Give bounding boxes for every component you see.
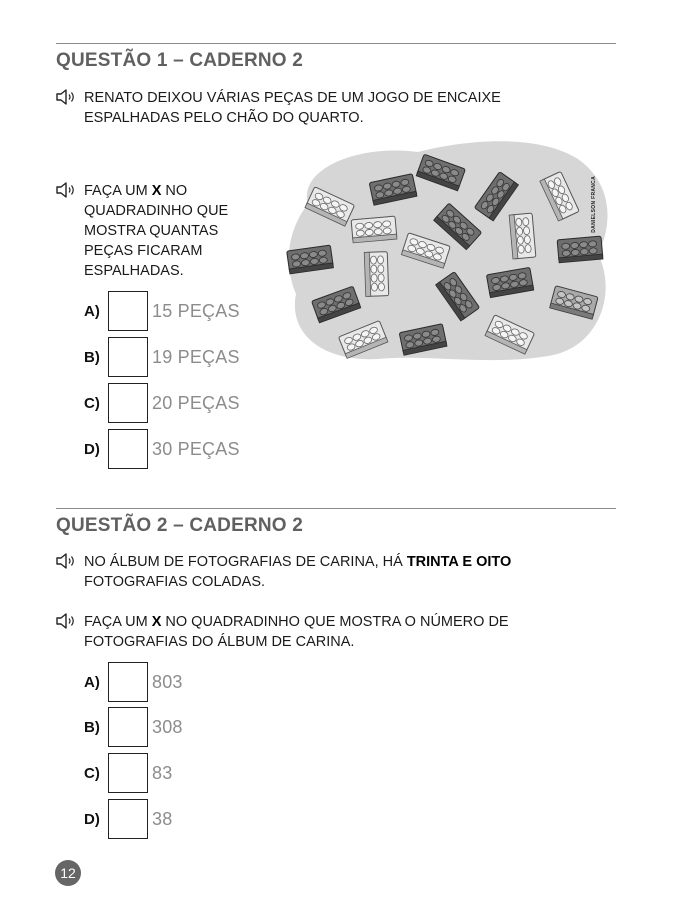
lego-piece [351,216,397,243]
question-2-statement-line [56,552,596,592]
speaker-icon[interactable] [56,553,76,569]
middle-divider [56,508,616,509]
speaker-icon[interactable] [56,89,76,105]
question-1-option-c [84,383,240,423]
answer-checkbox[interactable] [108,753,148,793]
question-1-statement: RENATO DEIXOU VÁRIAS PEÇAS DE UM JOGO DE ENCAIXE ESPALHADAS PELO CHÃO DO QUARTO. [84,90,501,126]
question-2-instruction-line [56,612,596,652]
option-text: 15 PEÇAS [152,300,240,321]
option-text: 30 PEÇAS [152,438,240,459]
question-1-option-a [84,291,240,331]
option-letter: D) [84,810,100,828]
question-2-option-c [84,753,172,793]
answer-checkbox[interactable] [108,337,148,377]
question-1-instruction: FAÇA UM X NO QUADRADINHO QUE MOSTRA QUANTAS PEÇAS FICARAM ESPALHADAS. [84,183,229,279]
image-credit: DANIELSON FRANCA [591,176,597,233]
page-number-badge: 12 [55,860,81,886]
option-letter: A) [84,673,100,691]
question-2-title: QUESTÃO 2 – CADERNO 2 [56,515,304,536]
answer-checkbox[interactable] [108,707,148,747]
option-letter: B) [84,718,100,736]
speaker-icon[interactable] [56,182,76,198]
scattered-lego-pieces-image [278,134,610,368]
option-text: 83 [152,762,173,783]
option-text: 19 PEÇAS [152,346,240,367]
question-2-statement: NO ÁLBUM DE FOTOGRAFIAS DE CARINA, HÁ TRINTA E OITO FOTOGRAFIAS COLADAS. [84,554,512,590]
question-2-option-b [84,707,183,747]
question-1-option-d [84,429,240,469]
option-letter: C) [84,394,100,412]
question-1-title: QUESTÃO 1 – CADERNO 2 [56,50,304,71]
answer-checkbox[interactable] [108,291,148,331]
answer-checkbox[interactable] [108,383,148,423]
question-1-instruction-line [56,181,256,281]
option-text: 308 [152,716,183,737]
option-text: 20 PEÇAS [152,392,240,413]
option-text: 803 [152,671,183,692]
question-2-option-d [84,799,172,839]
top-divider [56,43,616,44]
lego-piece [364,252,389,297]
answer-checkbox[interactable] [108,662,148,702]
option-letter: D) [84,440,100,458]
question-1-option-b [84,337,240,377]
lego-piece [509,213,536,259]
option-text: 38 [152,808,173,829]
lego-piece [557,236,603,263]
answer-checkbox[interactable] [108,429,148,469]
option-letter: A) [84,302,100,320]
speaker-icon[interactable] [56,613,76,629]
question-1-statement-line [56,88,556,128]
option-letter: C) [84,764,100,782]
option-letter: B) [84,348,100,366]
question-2-option-a [84,662,183,702]
question-2-instruction: FAÇA UM X NO QUADRADINHO QUE MOSTRA O NÚMERO DE FOTOGRAFIAS DO ÁLBUM DE CARINA. [84,614,509,650]
answer-checkbox[interactable] [108,799,148,839]
